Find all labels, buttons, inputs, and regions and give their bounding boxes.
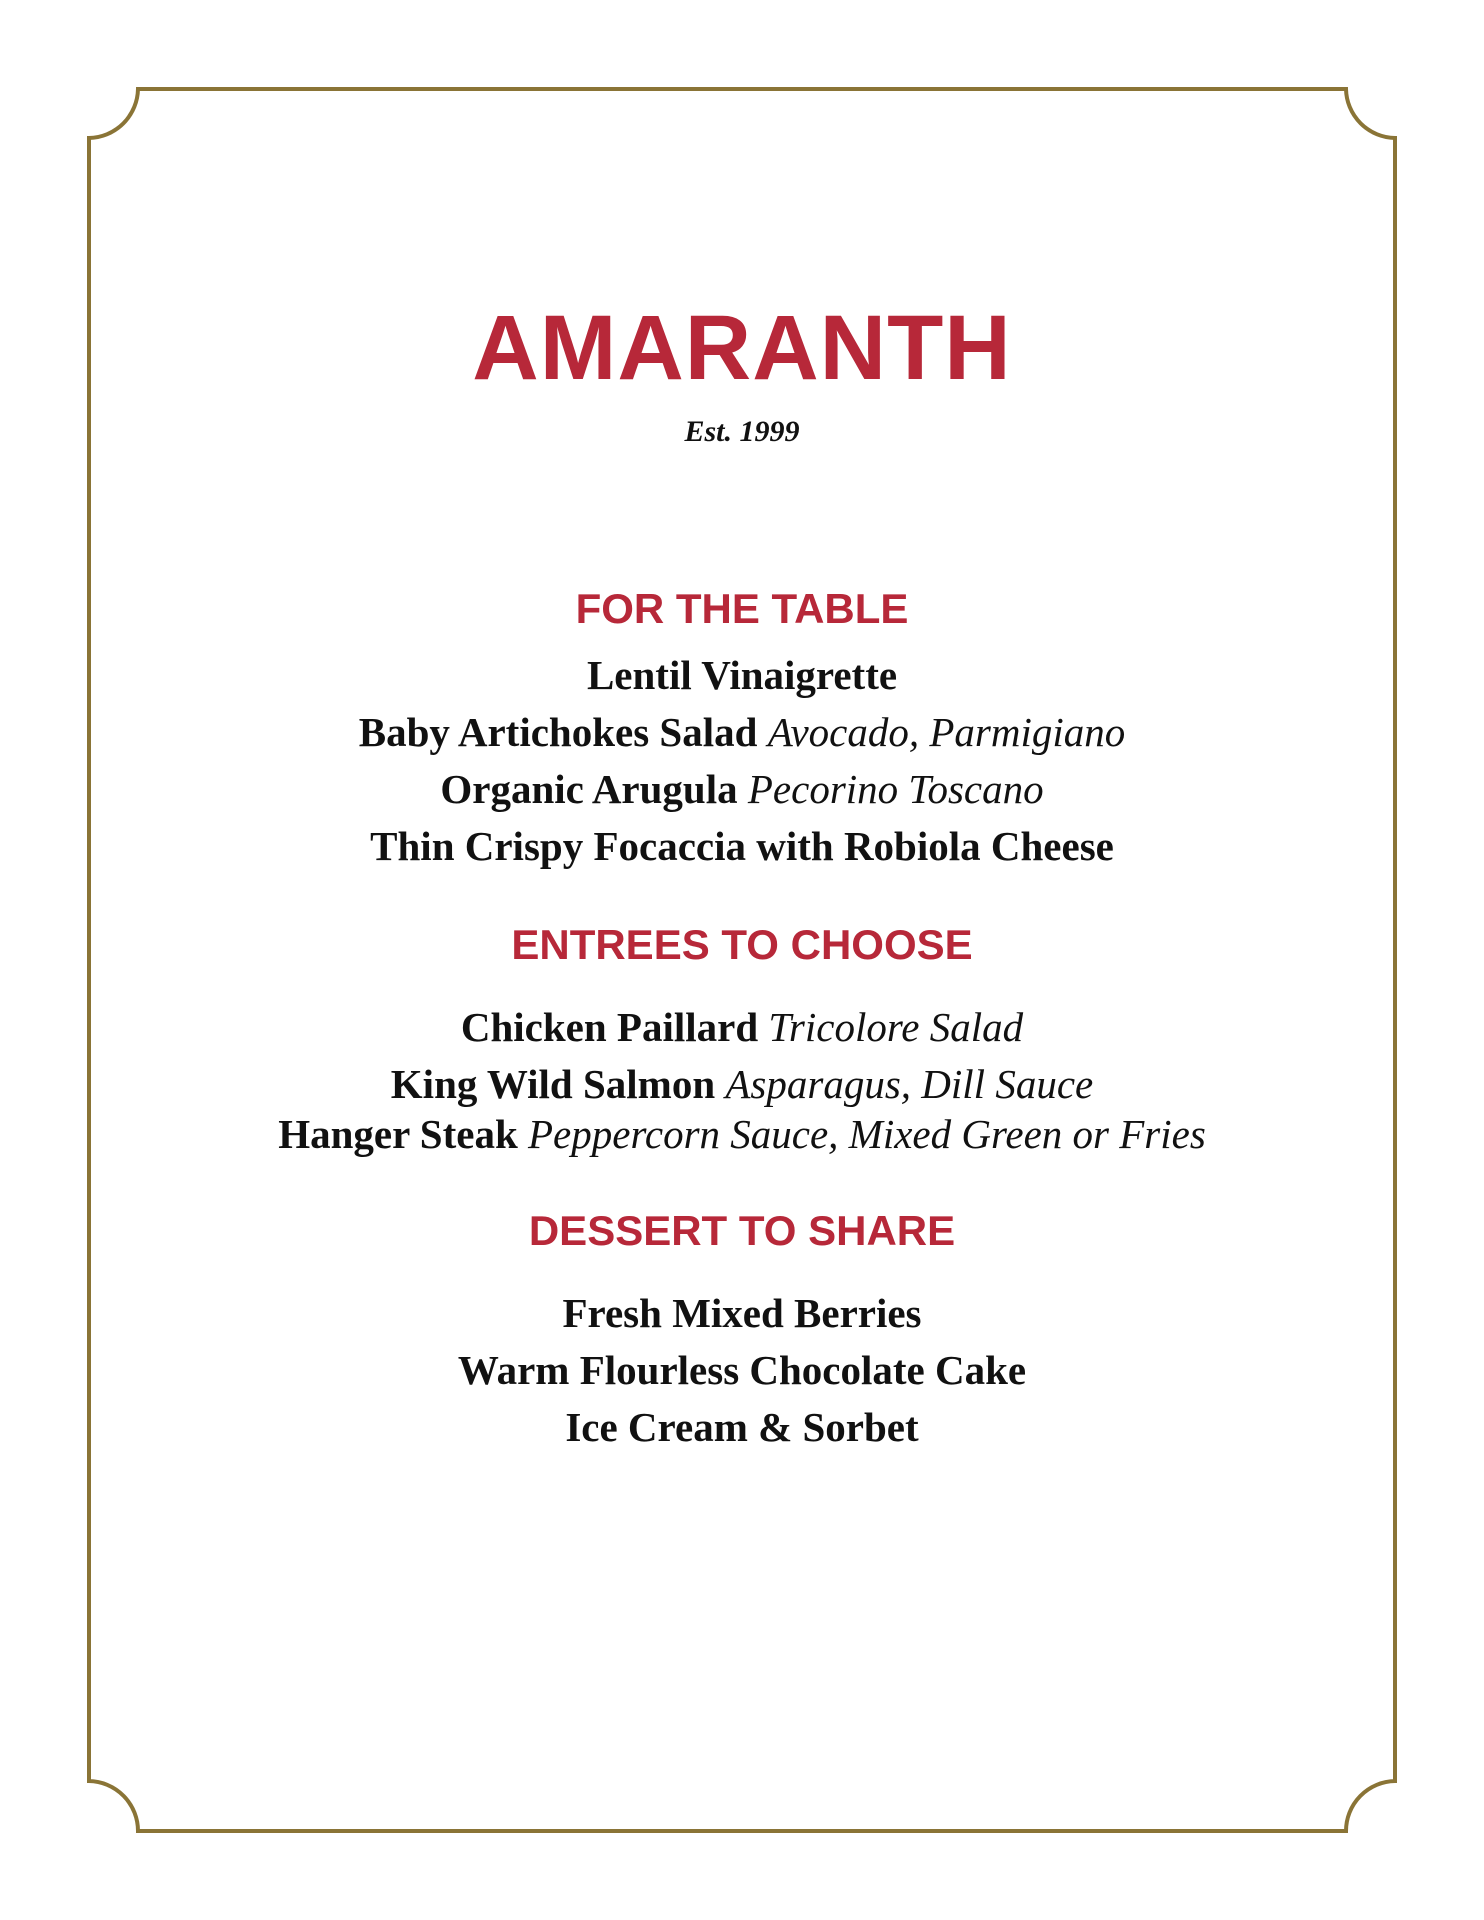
item-name: Fresh Mixed Berries <box>562 1290 922 1336</box>
menu-item <box>0 1002 1484 1052</box>
menu-item <box>0 1402 1484 1452</box>
item-name: King Wild Salmon <box>390 1061 716 1107</box>
menu-item <box>0 1288 1484 1338</box>
item-name: Warm Flourless Chocolate Cake <box>457 1347 1027 1393</box>
menu-item <box>0 650 1484 700</box>
item-name: Hanger Steak <box>278 1111 518 1157</box>
menu-item <box>0 707 1484 757</box>
menu-item <box>0 1109 1484 1159</box>
menu-item <box>0 1059 1484 1109</box>
item-description: Asparagus, Dill Sauce <box>725 1061 1094 1107</box>
item-description: Peppercorn Sauce, Mixed Green or Fries <box>528 1111 1206 1157</box>
menu-item <box>0 821 1484 871</box>
restaurant-name: AMARANTH <box>472 297 1012 399</box>
item-name: Thin Crispy Focaccia with Robiola Cheese <box>370 823 1114 869</box>
item-name: Lentil Vinaigrette <box>586 652 898 698</box>
section-heading-dessert: DESSERT TO SHARE <box>528 1207 956 1254</box>
item-name: Organic Arugula <box>440 766 738 812</box>
item-name: Baby Artichokes Salad <box>358 709 758 755</box>
item-description: Avocado, Parmigiano <box>767 709 1126 755</box>
menu-item <box>0 1345 1484 1395</box>
item-description: Tricolore Salad <box>768 1004 1024 1050</box>
item-description: Pecorino Toscano <box>747 766 1044 812</box>
established-year: Est. 1999 <box>684 415 800 448</box>
section-heading-for-the-table: FOR THE TABLE <box>575 585 909 632</box>
section-heading-entrees: ENTREES TO CHOOSE <box>511 921 973 968</box>
item-name: Chicken Paillard <box>460 1004 759 1050</box>
menu-item <box>0 764 1484 814</box>
item-name: Ice Cream & Sorbet <box>565 1404 919 1450</box>
